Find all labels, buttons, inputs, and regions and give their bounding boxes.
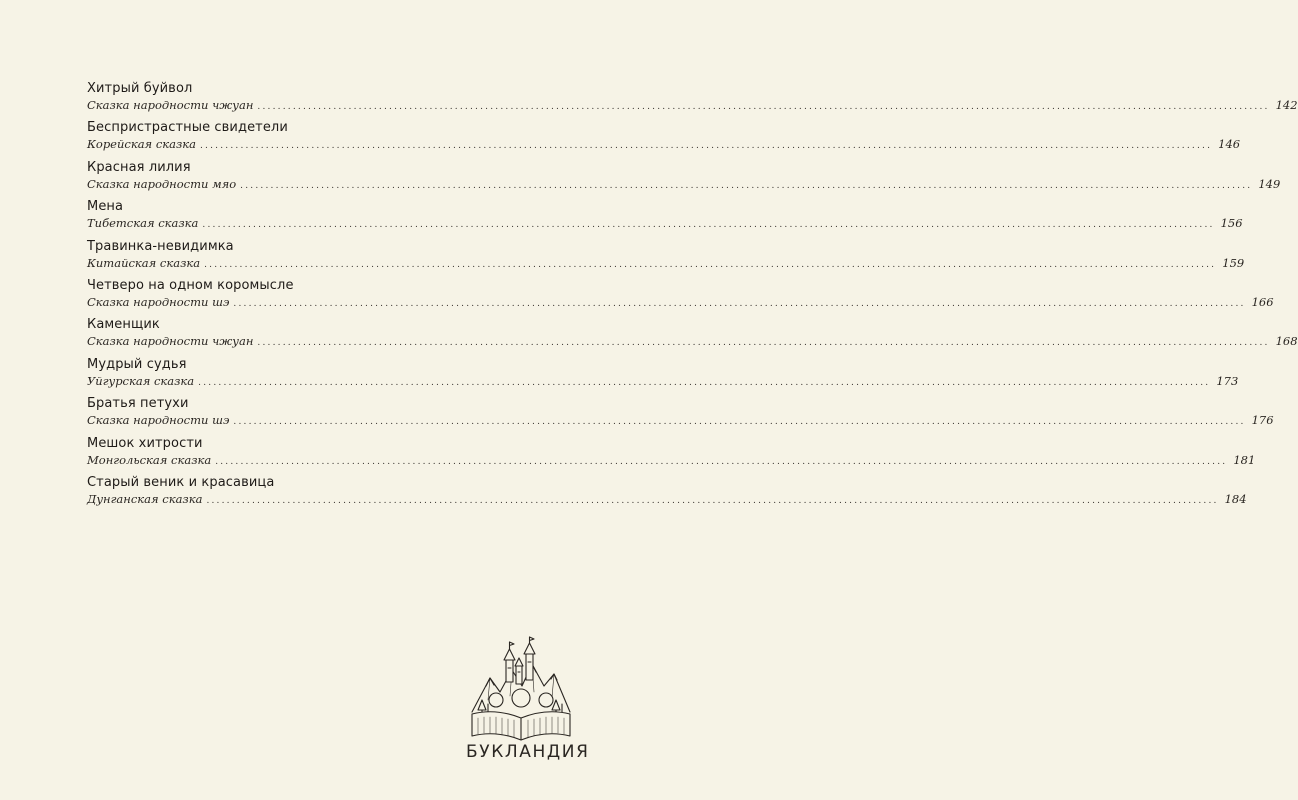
toc-entry-subtitle: Сказка народности шэ xyxy=(87,413,230,428)
toc-entry[interactable] xyxy=(87,80,1298,119)
toc-entry-title: Беспристрастные свидетели xyxy=(87,120,288,136)
toc-entry-page: 168 xyxy=(1275,334,1298,349)
toc-entry-page: 146 xyxy=(1218,137,1241,152)
dot-leader: ........................................................................................................................................................................................................ xyxy=(200,141,1213,152)
toc-entry-line xyxy=(87,452,1256,470)
toc-entry-line xyxy=(87,97,1298,115)
toc-entry-line xyxy=(87,294,1274,312)
toc-entry-title: Старый веник и красавица xyxy=(87,474,275,490)
toc-entry-title: Красная лилия xyxy=(87,159,191,175)
toc-entry-page: 184 xyxy=(1224,491,1247,506)
toc-entry-line xyxy=(87,215,1243,233)
toc-entry-page: 181 xyxy=(1233,452,1256,467)
publisher-logo xyxy=(466,640,590,770)
toc-entry[interactable] xyxy=(87,119,1241,158)
toc-entry[interactable] xyxy=(87,316,1298,355)
toc-entry-title: Хитрый буйвол xyxy=(87,81,193,96)
toc-entry-subtitle: Уйгурская сказка xyxy=(87,373,195,388)
toc-entry-line xyxy=(87,176,1281,194)
toc-entry[interactable] xyxy=(87,198,1243,237)
dot-leader: ........................................................................................................................................................................................................ xyxy=(206,495,1219,506)
toc-entry-line xyxy=(87,136,1241,154)
toc-entry[interactable] xyxy=(87,356,1239,395)
toc-entry-page: 156 xyxy=(1220,216,1243,231)
toc-entry-subtitle: Монгольская сказка xyxy=(87,452,212,467)
castle-on-book-icon xyxy=(466,640,576,740)
toc-entry-subtitle: Корейская сказка xyxy=(87,137,196,152)
toc-entry-subtitle: Сказка народности мяо xyxy=(87,176,237,191)
toc-entry-page: 166 xyxy=(1251,294,1274,309)
toc-entry-page: 176 xyxy=(1251,413,1274,428)
toc-entry-title: Травинка-невидимка xyxy=(87,238,234,254)
toc-entry-line xyxy=(87,333,1298,351)
toc-entry[interactable] xyxy=(87,277,1274,316)
dot-leader: ........................................................................................................................................................................................................ xyxy=(257,102,1270,112)
toc-entry-subtitle: Сказка народности чжуан xyxy=(87,98,254,112)
toc-entry-title: Братья петухи xyxy=(87,396,189,412)
dot-leader: ........................................................................................................................................................................................................ xyxy=(202,220,1215,231)
toc-entry-subtitle: Дунганская сказка xyxy=(87,491,203,506)
dot-leader: ........................................................................................................................................................................................................ xyxy=(204,259,1217,270)
dot-leader: ........................................................................................................................................................................................................ xyxy=(233,298,1246,309)
toc-entry-line xyxy=(87,491,1247,509)
dot-leader: ........................................................................................................................................................................................................ xyxy=(198,377,1211,388)
toc-entry-title: Мудрый судья xyxy=(87,356,187,372)
toc-entry-line xyxy=(87,412,1274,430)
dot-leader: ........................................................................................................................................................................................................ xyxy=(257,338,1270,349)
toc-entry[interactable] xyxy=(87,395,1274,434)
toc-entry-title: Мена xyxy=(87,199,124,215)
toc-entry-title: Мешок хитрости xyxy=(87,435,203,451)
toc-entry-line xyxy=(87,373,1239,391)
toc-entry-page: 142 xyxy=(1275,98,1298,112)
dot-leader: ........................................................................................................................................................................................................ xyxy=(233,417,1246,428)
toc-entry-subtitle: Китайская сказка xyxy=(87,255,201,270)
toc-entry[interactable] xyxy=(87,159,1281,198)
toc-entry-title: Четверо на одном коромысле xyxy=(87,277,294,293)
toc-entry-page: 159 xyxy=(1222,255,1245,270)
toc-entry[interactable] xyxy=(87,474,1247,513)
toc-entry[interactable] xyxy=(87,435,1256,474)
toc-entry-title: Каменщик xyxy=(87,317,160,333)
toc-entry-page: 149 xyxy=(1258,176,1281,191)
logo-text: БУКЛАНДИЯ xyxy=(466,742,590,762)
dot-leader: ........................................................................................................................................................................................................ xyxy=(215,456,1228,467)
toc-entry-page: 173 xyxy=(1216,373,1239,388)
table-of-contents xyxy=(87,80,1298,513)
toc-entry-subtitle: Сказка народности шэ xyxy=(87,294,230,309)
toc-entry-subtitle: Тибетская сказка xyxy=(87,216,199,231)
dot-leader: ........................................................................................................................................................................................................ xyxy=(240,180,1253,191)
toc-entry-line xyxy=(87,255,1245,273)
toc-entry-subtitle: Сказка народности чжуан xyxy=(87,334,254,349)
toc-entry[interactable] xyxy=(87,238,1245,277)
